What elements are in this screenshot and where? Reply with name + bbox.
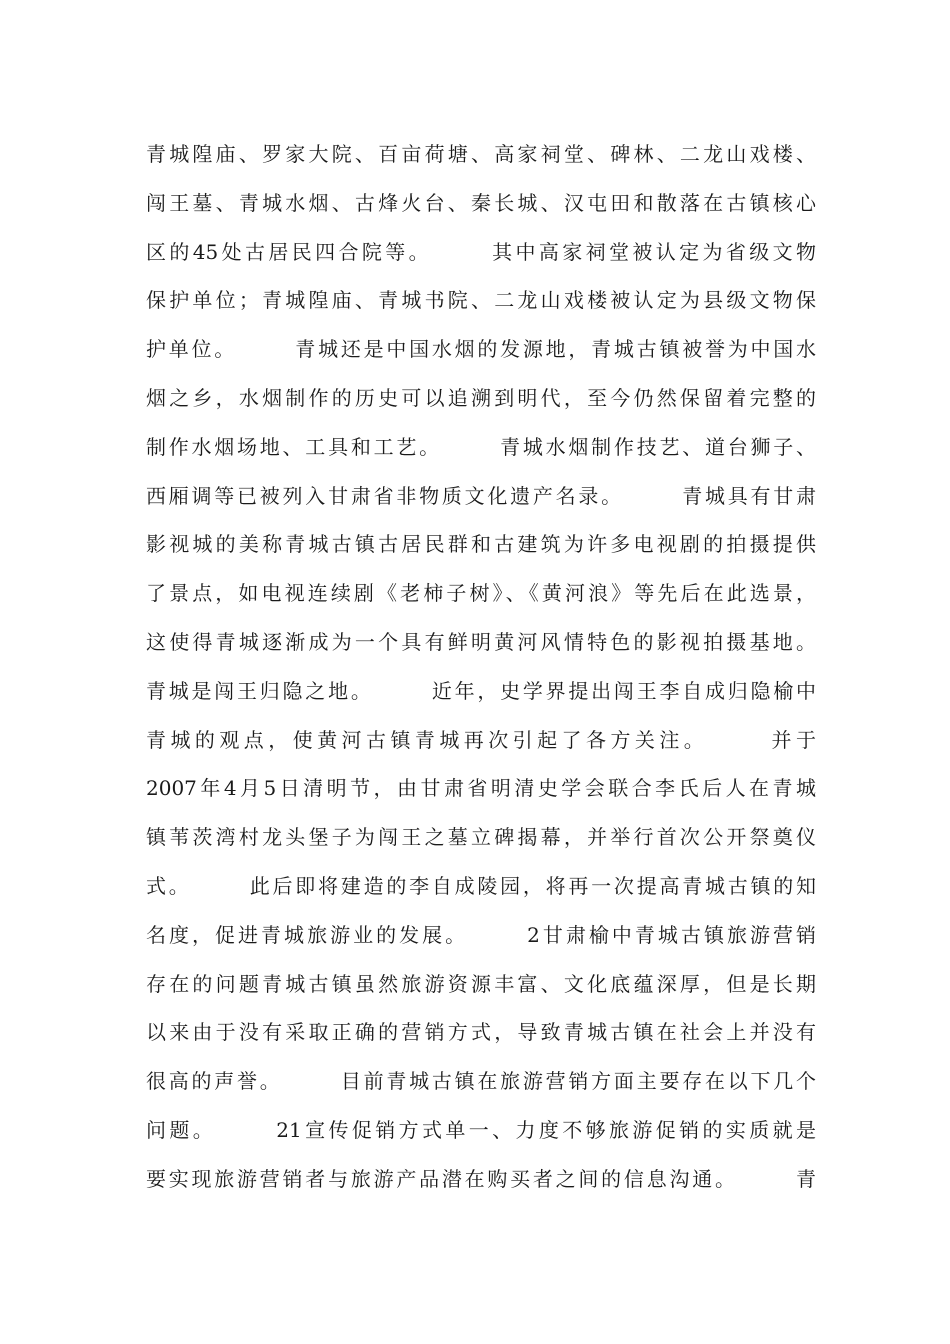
text-line: 问题。 21宣传促销方式单一、力度不够旅游促销的实质就是 bbox=[146, 1117, 816, 1142]
body-text bbox=[146, 130, 816, 1204]
text-line: 区的45处古居民四合院等。 其中高家祠堂被认定为省级文物 bbox=[146, 239, 816, 264]
text-line: 式。 此后即将建造的李自成陵园，将再一次提高青城古镇的知 bbox=[146, 873, 816, 898]
text-line: 影视城的美称青城古镇古居民群和古建筑为许多电视剧的拍摄提供 bbox=[146, 532, 816, 557]
text-line: 西厢调等已被列入甘肃省非物质文化遗产名录。 青城具有甘肃 bbox=[146, 483, 816, 508]
text-line: 护单位。 青城还是中国水烟的发源地，青城古镇被誉为中国水 bbox=[146, 337, 816, 362]
text-line: 保护单位；青城隍庙、青城书院、二龙山戏楼被认定为县级文物保 bbox=[146, 288, 816, 313]
text-line: 2007年4月5日清明节，由甘肃省明清史学会联合李氏后人在青城 bbox=[146, 776, 816, 801]
text-line: 了景点，如电视连续剧《老柿子树》、《黄河浪》等先后在此选景， bbox=[146, 581, 816, 606]
text-line: 很高的声誉。 目前青城古镇在旅游营销方面主要存在以下几个 bbox=[146, 1069, 816, 1094]
text-line: 制作水烟场地、工具和工艺。 青城水烟制作技艺、道台狮子、 bbox=[146, 434, 816, 459]
text-line: 名度，促进青城旅游业的发展。 2甘肃榆中青城古镇旅游营销 bbox=[146, 922, 816, 947]
text-line: 闯王墓、青城水烟、古烽火台、秦长城、汉屯田和散落在古镇核心 bbox=[146, 190, 816, 215]
text-line: 要实现旅游营销者与旅游产品潜在购买者之间的信息沟通。 青 bbox=[146, 1166, 816, 1191]
text-line: 以来由于没有采取正确的营销方式，导致青城古镇在社会上并没有 bbox=[146, 1020, 816, 1045]
text-line: 青城的观点，使黄河古镇青城再次引起了各方关注。 并于 bbox=[146, 727, 816, 752]
text-line: 青城是闯王归隐之地。 近年，史学界提出闯王李自成归隐榆中 bbox=[146, 678, 816, 703]
text-line: 烟之乡，水烟制作的历史可以追溯到明代，至今仍然保留着完整的 bbox=[146, 385, 816, 410]
text-line: 存在的问题青城古镇虽然旅游资源丰富、文化底蕴深厚，但是长期 bbox=[146, 971, 816, 996]
text-line: 镇苇茨湾村龙头堡子为闯王之墓立碑揭幕，并举行首次公开祭奠仪 bbox=[146, 825, 816, 850]
text-line: 青城隍庙、罗家大院、百亩荷塘、高家祠堂、碑林、二龙山戏楼、 bbox=[146, 142, 816, 166]
text-line: 这使得青城逐渐成为一个具有鲜明黄河风情特色的影视拍摄基地。 bbox=[146, 629, 816, 654]
